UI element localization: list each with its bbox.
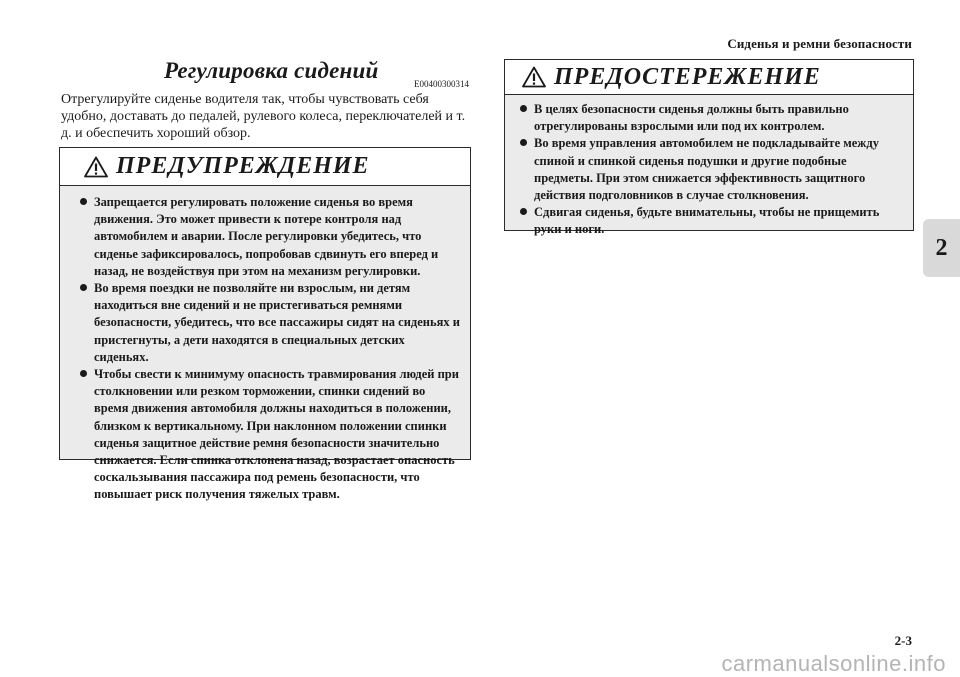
list-item <box>80 366 460 504</box>
caution-list <box>505 95 913 239</box>
warning-item-text: Во время поездки не позволяйте ни взрослым, ни детям находиться вне сидений и не пристегиваться ремнями безопасности, убедитесь, что все пассажиры сидят на сиденьях и пристегнуты, а дети находятся в специальных детских сиденьях. <box>94 281 460 364</box>
caution-header <box>505 60 913 95</box>
page-number: 2-3 <box>894 633 912 648</box>
caution-triangle-icon <box>522 66 546 88</box>
bullet <box>80 370 87 377</box>
bullet <box>520 105 527 112</box>
bullet <box>520 139 527 146</box>
section-title: Регулировка сидений <box>164 58 379 83</box>
running-header: Сиденья и ремни безопасности <box>727 36 912 51</box>
caution-item-text: Сдвигая сиденья, будьте внимательны, чтобы не прищемить руки и ноги. <box>534 205 880 237</box>
caution-item-text: Во время управления автомобилем не подкладывайте между спиной и спинкой сиденья подушки и другие подобные предметы. При этом снижается эффективность защитного действия подголовников в случае столкновения. <box>534 136 879 203</box>
warning-box <box>59 147 471 502</box>
bullet <box>80 198 87 205</box>
watermark: carmanualsonline.info <box>721 651 946 676</box>
warning-list <box>60 186 470 504</box>
caution-box <box>504 59 914 237</box>
warning-item-text: Чтобы свести к минимуму опасность травмирования людей при столкновении или резком торможении, спинки сидений во время движения автомобиля должны находиться в положении, близком к вертикальному. При наклонном положении спинки сиденья защитное действие ремня безопасности значительно снижается. Если спинка отклонена назад, возрастает опасность соскальзывания пассажира под ремень безопасности, что повышает риск получения тяжелых травм. <box>94 367 459 502</box>
warning-item-text: Запрещается регулировать положение сиденья во время движения. Это может привести к потере контроля над автомобилем и аварии. После регулировки убедитесь, что сиденье зафиксировалось, попробовав сдвинуть его вперед и назад, не воздействуя при этом на механизм регулировки. <box>94 195 439 278</box>
warning-header <box>60 148 470 186</box>
caution-item-text: В целях безопасности сиденья должны быть правильно отрегулированы взрослыми или под их контролем. <box>534 102 849 134</box>
list-item <box>520 135 903 204</box>
bullet <box>80 284 87 291</box>
warning-label: ПРЕДУПРЕЖДЕНИЕ <box>116 153 370 179</box>
warning-triangle-icon <box>84 156 108 178</box>
intro-paragraph: Отрегулируйте сиденье водителя так, чтобы чувствовать себя удобно, доставать до педалей, рулевого колеса, переключателей и т. д. и обеспечить хороший обзор. <box>61 92 466 141</box>
list-item <box>80 194 460 280</box>
list-item <box>520 204 903 238</box>
list-item <box>520 101 903 135</box>
caution-label: ПРЕДОСТЕРЕЖЕНИЕ <box>554 63 821 90</box>
chapter-tab: 2 <box>923 219 960 277</box>
list-item <box>80 280 460 366</box>
bullet <box>520 208 527 215</box>
section-code: E00400300314 <box>414 79 469 89</box>
